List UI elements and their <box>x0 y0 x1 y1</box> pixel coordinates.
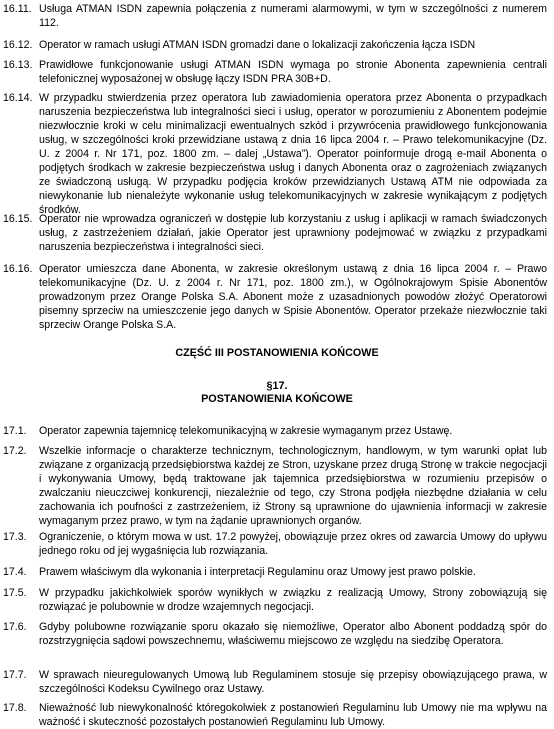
clause-text: Wszelkie informacje o charakterze technicznym, technologicznym, handlowym, w tym warunki opłat lub związane z organizacją przedsiębiorstwa każdej ze Stron, uzyskane przez drugą Stronę w trakcie negocjacji i wykonywania Umowy, będą traktowane jak tajemnica przedsiębiorstwa w rozumieniu przepisów o zwalczaniu nieuczciwej konkurencji, niezależnie od tego, czy Strona podjęła niezbędne działania w celu zachowania ich poufności z zastrzeżeniem, iż Strony są uprawnione do ujawnienia informacji w zakresie wymaganym przez prawo, w tym na żądanie uprawnionych organów. <box>39 445 547 527</box>
clause-text: W przypadku jakichkolwiek sporów wynikłych w związku z realizacją Umowy, Strony zobowiązują się rozwiązać je polubownie w drodze wzajemnych negocjacji. <box>39 587 547 613</box>
clause-number: 17.5. <box>3 587 27 599</box>
clause-number: 16.16. <box>3 263 33 275</box>
clause-text: Prawidłowe funkcjonowanie usługi ATMAN ISDN wymaga po stronie Abonenta zapewnienia centrali telefonicznej wyposażonej w obsługę łączy ISDN PRA 30B+D. <box>39 59 547 85</box>
clause-text: Prawem właściwym dla wykonania i interpretacji Regulaminu oraz Umowy jest prawo polskie. <box>39 566 476 578</box>
clause-number: 16.14. <box>3 92 33 104</box>
clause-16-11 <box>3 2 547 30</box>
clause-17-1 <box>3 424 547 438</box>
clause-number: 16.13. <box>3 59 33 71</box>
clause-number: 16.15. <box>3 213 33 225</box>
clause-17-4 <box>3 565 547 579</box>
clause-17-6 <box>3 620 547 648</box>
clause-number: 17.3. <box>3 531 27 543</box>
clause-text: Operator umieszcza dane Abonenta, w zakresie określonym ustawą z dnia 16 lipca 2004 r. – Prawo telekomunikacyjne (Dz. U. z 2004 r. Nr 171, poz. 1800 zm.), w Ogólnokrajowym Spisie Abonentów prowadzonym przez Orange Polska S.A. Abonent może z uzasadnionych powodów złożyć Operatorowi pisemny sprzeciw na umieszczenie jego danych w Spisie Abonentów. Operator przekaże niezwłocznie taki sprzeciw Orange Polska S.A. <box>39 263 547 331</box>
clause-16-14 <box>3 91 547 217</box>
clause-number: 17.7. <box>3 669 27 681</box>
section-number: §17. <box>266 380 288 392</box>
clause-text: W sprawach nieuregulowanych Umową lub Regulaminem stosuje się przepisy obowiązującego prawa, w szczególności Kodeksu Cywilnego oraz Ustawy. <box>39 669 547 695</box>
clause-number: 17.2. <box>3 445 27 457</box>
clause-text: Nieważność lub niewykonalność któregokolwiek z postanowień Regulaminu lub Umowy nie ma wpływu na ważność i skuteczność pozostałych postanowień Regulaminu lub Umowy. <box>39 702 547 728</box>
clause-17-2 <box>3 444 547 528</box>
clause-16-16 <box>3 262 547 332</box>
clause-text: W przypadku stwierdzenia przez operatora lub zawiadomienia operatora przez Abonenta o przypadkach naruszenia bezpieczeństwa lub integralności sieci i usług, operator w porozumieniu z Abonentem podejmie niezwłocznie kroki w celu minimalizacji ewentualnych szkód i przywrócenia prawidłowego funkcjonowania usług, w szczególności kroki przewidziane ustawą z dnia 16 lipca 2004 r. – Prawo telekomunikacyjne (Dz. U. z 2004 r. Nr 171, poz. 1800 zm. – dalej „Ustawa”). Operator poinformuje drogą e-mail Abonenta o podjętych środkach w zakresie bezpieczeństwa usług i danych Abonenta oraz o zagrożeniach związanych ze świadczoną usługą. W przypadku podjęcia kroków przewidzianych Ustawą ATM nie odpowiada za niewykonanie lub nienależyte wykonanie usług telekomunikacyjnych w zakresie wynikającym z podjętych środków. <box>39 92 547 216</box>
clause-text: Operator w ramach usługi ATMAN ISDN gromadzi dane o lokalizacji zakończenia łącza ISDN <box>39 39 476 51</box>
clause-text: Operator nie wprowadza ograniczeń w dostępie lub korzystaniu z usług i aplikacji w ramach świadczonych usług, z zastrzeżeniem działań, jakie Operator jest uprawniony podejmować w związku z przypadkami naruszenia bezpieczeństwa i integralności sieci. <box>39 213 547 253</box>
clause-17-3 <box>3 530 547 558</box>
clause-16-12 <box>3 38 547 52</box>
clause-16-13 <box>3 58 547 86</box>
clause-text: Ograniczenie, o którym mowa w ust. 17.2 powyżej, obowiązuje przez okres od zawarcia Umowy do upływu jednego roku od jej wygaśnięcia lub rozwiązania. <box>39 531 547 557</box>
part-heading: CZĘŚĆ III POSTANOWIENIA KOŃCOWE <box>175 347 379 359</box>
clause-text: Operator zapewnia tajemnicę telekomunikacyjną w zakresie wymaganym przez Ustawę. <box>39 425 453 437</box>
clause-text: Gdyby polubowne rozwiązanie sporu okazało się niemożliwe, Operator albo Abonent poddadzą spór do rozstrzygnięcia sądowi powszechnemu, właściwemu miejscowo ze względu na siedzibę Operatora. <box>39 621 547 647</box>
clause-17-7 <box>3 668 547 696</box>
clause-17-5 <box>3 586 547 614</box>
clause-16-15 <box>3 212 547 254</box>
clause-text: Usługa ATMAN ISDN zapewnia połączenia z numerami alarmowymi, w tym w szczególności z numerem 112. <box>39 3 547 29</box>
clause-number: 17.8. <box>3 702 27 714</box>
clause-number: 16.11. <box>3 3 32 15</box>
clause-number: 17.4. <box>3 566 27 578</box>
clause-number: 17.6. <box>3 621 27 633</box>
section-title: POSTANOWIENIA KOŃCOWE <box>201 393 353 405</box>
clause-number: 17.1. <box>3 425 27 437</box>
clause-number: 16.12. <box>3 39 33 51</box>
